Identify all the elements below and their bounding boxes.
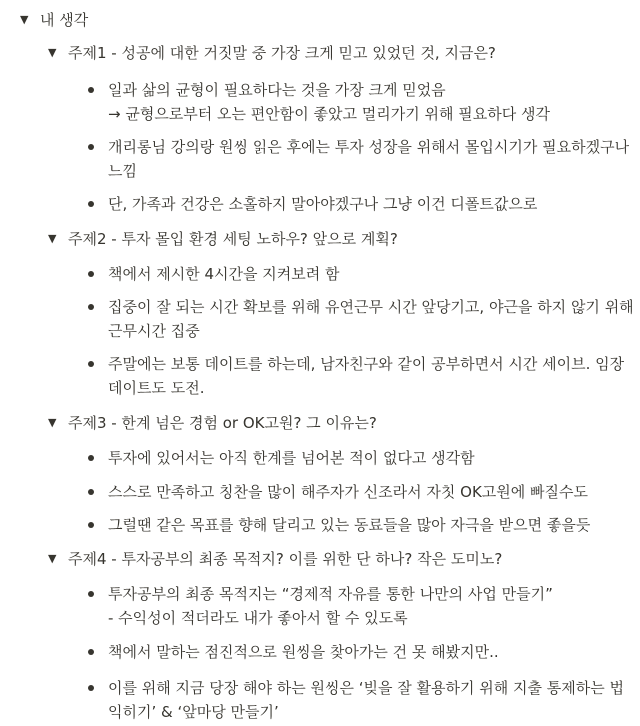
list-item-text: 이를 위해 지금 당장 해야 하는 원씽은 ‘빚을 잘 활용하기 위해 지출 통제하는 법 xyxy=(108,679,624,697)
bullet-icon xyxy=(88,304,94,310)
toggle-arrow-icon[interactable]: ▼ xyxy=(48,232,57,245)
list-item-text: 그럴땐 같은 목표를 향해 달리고 있는 동료들을 많아 자극을 받으면 좋을듯 xyxy=(108,516,591,534)
bullet-icon xyxy=(88,455,94,461)
list-item xyxy=(88,513,590,537)
bullet-icon xyxy=(88,489,94,495)
bullet-icon xyxy=(88,144,94,150)
toggle-topic-title: 주제1 - 성공에 대한 거짓말 중 가장 크게 믿고 있었던 것, 지금은? xyxy=(68,44,496,62)
toggle-topic-4[interactable] xyxy=(48,547,502,571)
bullet-icon xyxy=(88,522,94,528)
list-item xyxy=(88,135,629,183)
toggle-root-title: 내 생각 xyxy=(40,11,89,29)
toggle-topic-title: 주제4 - 투자공부의 최종 목적지? 이를 위한 단 하나? 작은 도미노? xyxy=(68,550,503,568)
toggle-arrow-icon[interactable]: ▼ xyxy=(48,416,57,429)
toggle-topic-1[interactable] xyxy=(48,41,496,65)
bullet-icon xyxy=(88,201,94,207)
toggle-arrow-icon[interactable]: ▼ xyxy=(48,552,57,565)
list-item xyxy=(88,352,624,400)
list-item xyxy=(88,640,499,664)
list-item-text: 책에서 말하는 점진적으로 원씽을 찾아가는 건 못 해봤지만.. xyxy=(108,643,499,661)
list-item-text: 개리롱님 강의랑 원씽 읽은 후에는 투자 성장을 위해서 몰입시기가 필요하겠구나 xyxy=(108,138,630,156)
list-item-text: 집중이 잘 되는 시간 확보를 위해 유연근무 시간 앞당기고, 야근을 하지 않기 위해 xyxy=(108,298,634,316)
bullet-icon xyxy=(88,685,94,691)
list-item-text: 근무시간 집중 xyxy=(108,322,200,340)
list-item-text: 스스로 만족하고 칭찬을 많이 해주자가 신조라서 자칫 OK고원에 빠질수도 xyxy=(108,483,589,501)
list-item xyxy=(88,78,550,126)
toggle-topic-2[interactable] xyxy=(48,227,398,251)
bullet-icon xyxy=(88,87,94,93)
toggle-arrow-icon[interactable]: ▼ xyxy=(48,46,57,59)
list-item xyxy=(88,480,588,504)
bullet-icon xyxy=(88,591,94,597)
toggle-root[interactable] xyxy=(20,8,88,32)
bullet-icon xyxy=(88,271,94,277)
toggle-topic-title: 주제2 - 투자 몰입 환경 세팅 노하우? 앞으로 계획? xyxy=(68,230,398,248)
list-item-text: - 수익성이 적더라도 내가 좋아서 할 수 있도록 xyxy=(108,609,408,627)
list-item xyxy=(88,295,634,343)
list-item xyxy=(88,262,339,286)
list-item-text: 익히기’ & ‘앞마당 만들기’ xyxy=(108,703,279,721)
list-item-text: → 균형으로부터 오는 편안함이 좋았고 멀리가기 위해 필요하다 생각 xyxy=(108,105,550,123)
list-item-text: 책에서 제시한 4시간을 지켜보려 함 xyxy=(108,265,340,283)
list-item-text: 투자공부의 최종 목적지는 “경제적 자유를 통한 나만의 사업 만들기” xyxy=(108,585,553,603)
list-item xyxy=(88,192,537,216)
bullet-icon xyxy=(88,649,94,655)
toggle-topic-3[interactable] xyxy=(48,411,377,435)
bullet-icon xyxy=(88,361,94,367)
list-item-text: 데이트도 도전. xyxy=(108,379,205,397)
list-item-text: 일과 삶의 균형이 필요하다는 것을 가장 크게 믿었음 xyxy=(108,81,446,99)
list-item xyxy=(88,582,553,630)
list-item-text: 주말에는 보통 데이트를 하는데, 남자친구와 같이 공부하면서 시간 세이브. 임장 xyxy=(108,355,625,373)
toggle-arrow-icon[interactable]: ▼ xyxy=(20,13,29,26)
toggle-topic-title: 주제3 - 한계 넘은 경험 or OK고원? 그 이유는? xyxy=(68,414,377,432)
list-item-text: 느낌 xyxy=(108,162,137,180)
list-item-text: 투자에 있어서는 아직 한계를 넘어본 적이 없다고 생각함 xyxy=(108,449,475,467)
list-item xyxy=(88,446,475,470)
list-item xyxy=(88,676,624,724)
list-item-text: 단, 가족과 건강은 소홀하지 말아야겠구나 그냥 이건 디폴트값으로 xyxy=(108,195,538,213)
